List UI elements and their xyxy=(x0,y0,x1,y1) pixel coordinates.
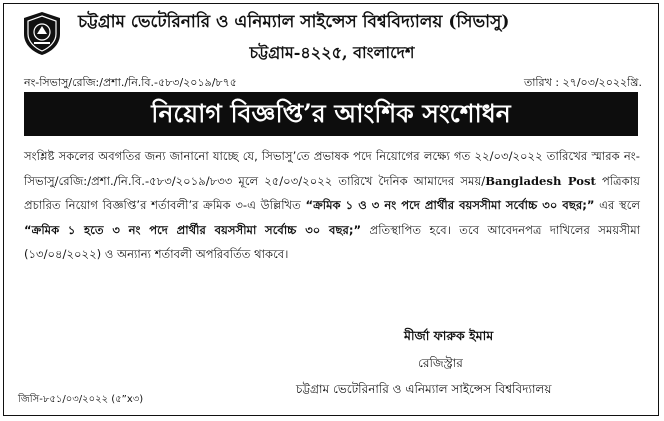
body-part-1: সংশ্লিষ্ট সকলের অবগতির জন্য জানানো যাচ্ছে যে, সিভাসু’তে প্রভাষক পদে নিয়োগের লক্ষ্যে গত ২২/০৩/২০২২ তারিখের স্মারক নং-সিভাসু/রেজি:/প্রশা./নি.বি.-৫৮৩/২০১৯/৮৩৩ মূলে ২৫/০৩/২০২২ তারিখে দৈনিক আমাদের সময়/ xyxy=(24,149,640,188)
body-quote-new: “ক্রমিক ১ হতে ৩ নং পদে প্রার্থীর বয়সসীমা সর্বোচ্চ ৩০ বছর;” xyxy=(24,222,362,237)
body-part-2: পত্রিকায় প্রচারিত নিয়োগ বিজ্ঞপ্তি’র শর্তাবলী’র ক্রমিক ৩-এ উল্লিখিত xyxy=(24,173,640,212)
signatory-institution: চট্টগ্রাম ভেটেরিনারি ও এনিম্যাল সাইন্সেস বিশ্ববিদ্যালয় xyxy=(296,382,552,396)
university-address: চট্টগ্রাম-৪২২৫, বাংলাদেশ xyxy=(249,43,415,62)
body-part-3: এর স্থলে xyxy=(594,198,640,212)
notice-body xyxy=(24,144,640,267)
signatory-name: মীর্জা ফারুক ইমাম xyxy=(404,328,494,343)
signatory-designation: রেজিস্ট্রার xyxy=(418,356,463,370)
gc-code: জিসি-৮৫১/০৩/২০২২ (৫”x৩) xyxy=(18,394,144,405)
university-name: চট্টগ্রাম ভেটেরিনারি ও এনিম্যাল সাইন্সেস বিশ্ববিদ্যালয় (সিভাসু) xyxy=(78,12,510,32)
body-english-paper: Bangladesh Post xyxy=(485,173,596,188)
notice-date: তারিখ : ২৭/০৩/২০২২খ্রি. xyxy=(523,76,642,89)
notice-title-banner: নিয়োগ বিজ্ঞপ্তি’র আংশিক সংশোধন xyxy=(24,92,638,136)
memo-number: নং-সিভাসু/রেজি:/প্রশা./নি.বি.-৫৮৩/২০১৯/৮৭৫ xyxy=(24,76,237,89)
body-quote-old: “ক্রমিক ১ ও ৩ নং পদে প্রার্থীর বয়সসীমা সর্বোচ্চ ৩০ বছর;” xyxy=(305,198,595,212)
body-part-4: প্রতিস্থাপিত হবে। তবে আবেদনপত্র দাখিলের সময়সীমা (১৩/০৪/২০২২) ও অন্যান্য শর্তাবলী অপরিবর্তিত থাকবে। xyxy=(24,222,641,261)
